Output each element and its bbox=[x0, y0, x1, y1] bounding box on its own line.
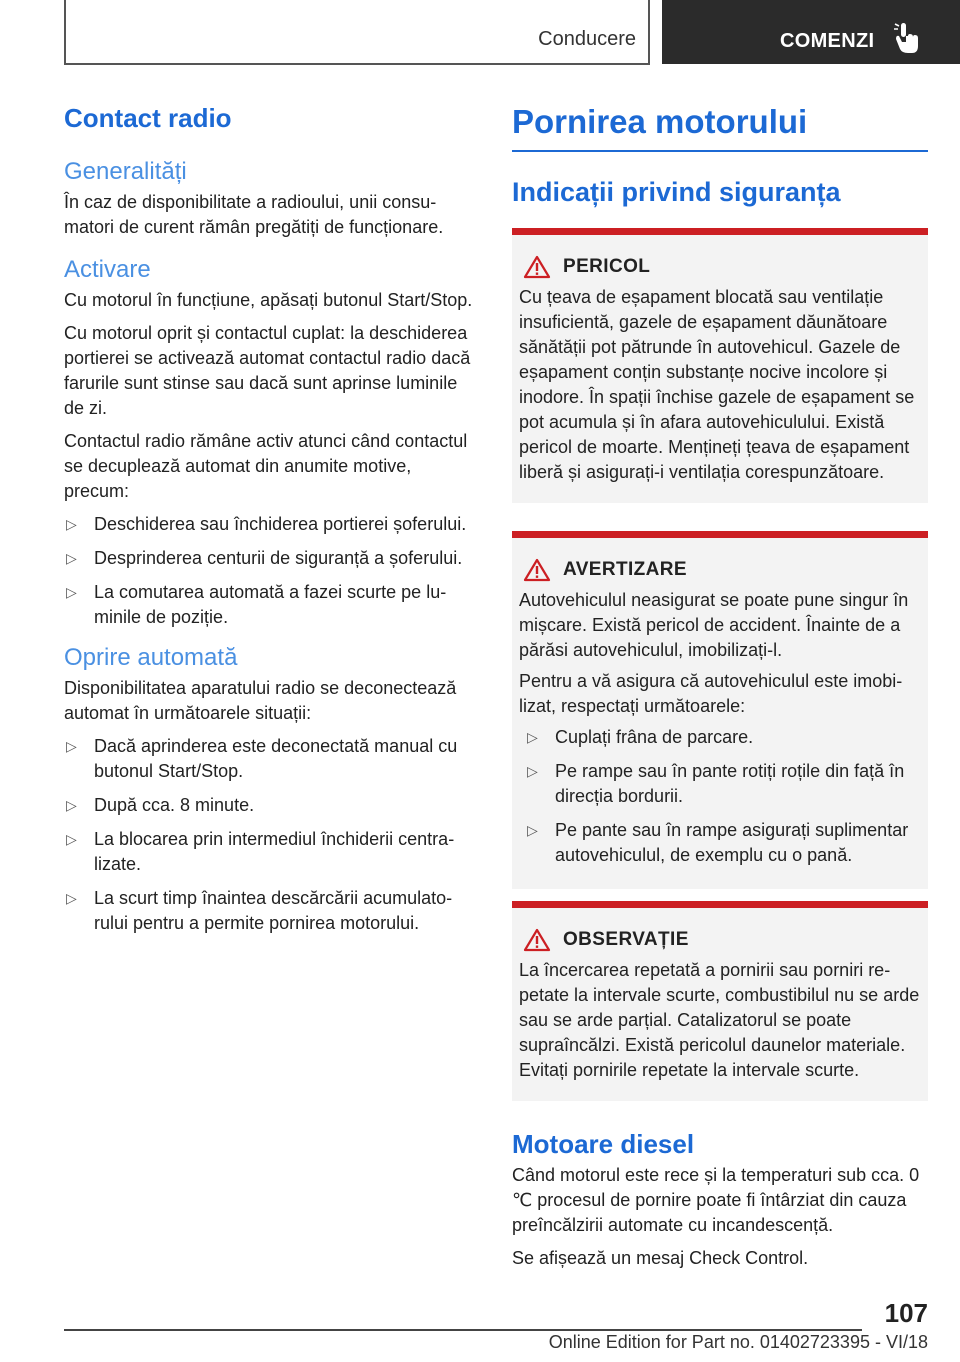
footer-divider bbox=[64, 1329, 862, 1331]
heading-oprire-automata: Oprire automată bbox=[64, 644, 238, 671]
right-column bbox=[512, 100, 928, 1279]
warning-box-pericol bbox=[512, 228, 928, 503]
left-column bbox=[64, 100, 480, 945]
bullet-list-avertizare bbox=[525, 725, 921, 868]
list-item: ▷ După cca. 8 minute. bbox=[64, 793, 480, 818]
triangle-bullet-icon: ▷ bbox=[527, 822, 538, 838]
warning-box-observatie bbox=[512, 901, 928, 1101]
triangle-bullet-icon: ▷ bbox=[66, 797, 77, 813]
list-item: ▷ La comutarea automată a fazei scurte pe luminile de poziție. bbox=[66, 582, 447, 627]
header-tab-label: COMENZI bbox=[780, 30, 875, 52]
paragraph: Când motorul este rece și la temperaturi sub cca. 0 ℃ procesul de pornire poate fi întârziat din cauza preîncălzirii automate cu incandescență. bbox=[512, 1165, 920, 1235]
warning-text: Cu țeava de eșapament blocată sau ventilație insuficientă, gazele de eșapament dăunătoare sănătății pot pătrunde în autovehicul. Gazele de eșapament conțin substanțe nocive incolore și inodore. În spații închise gazele de eșapament se pot acumula și în afara autovehiculului. Există pericol de moarte. Mențineți țeava de eșapament liberă și asigurați-i ventilația corespunzătoare. bbox=[519, 287, 915, 482]
paragraph: Cu motorul oprit și contactul cuplat: la deschiderea portierei se activează automat contactul radio dacă farurile sunt stinse sau dacă sunt aprinse luminile de zi. bbox=[64, 323, 471, 418]
heading-generalitati: Generalități bbox=[64, 158, 187, 185]
footer-edition-text: Online Edition for Part no. 01402723395 - VI/18 bbox=[548, 1332, 928, 1352]
header-frame-right bbox=[648, 0, 650, 64]
section-title-pornirea-motorului: Pornirea motorului bbox=[512, 100, 928, 152]
header-frame-left bbox=[64, 0, 66, 64]
triangle-bullet-icon: ▷ bbox=[66, 738, 77, 754]
warning-triangle-icon bbox=[523, 558, 551, 582]
heading-motoare-diesel: Motoare diesel bbox=[512, 1129, 695, 1159]
triangle-bullet-icon: ▷ bbox=[66, 516, 77, 532]
warning-text: Pentru a vă asigura că autovehiculul este imobilizat, respectați următoarele: bbox=[519, 671, 903, 716]
bullet-list-oprire bbox=[64, 734, 480, 936]
hand-touch-icon bbox=[892, 22, 922, 54]
warning-triangle-icon bbox=[523, 928, 551, 952]
warning-triangle-icon bbox=[523, 255, 551, 279]
list-item: ▷ Cuplați frâna de parcare. bbox=[525, 725, 921, 750]
paragraph: În caz de disponibilitate a radioului, unii consumatori de curent rămân pregătiți de funcționare. bbox=[64, 192, 444, 237]
triangle-bullet-icon: ▷ bbox=[66, 831, 77, 847]
warning-text: Autovehiculul neasigurat se poate pune singur în mișcare. Există pericol de accident. Înainte de a părăsi autovehiculul, imobilizați-l. bbox=[519, 590, 909, 660]
warning-box-avertizare bbox=[512, 531, 928, 889]
bullet-list-activare bbox=[64, 512, 480, 630]
heading-indicatii-siguranta: Indicații privind siguranța bbox=[512, 177, 841, 207]
list-item: ▷ Pe rampe sau în pante rotiți roțile din față în direcția bordurii. bbox=[527, 761, 905, 806]
triangle-bullet-icon: ▷ bbox=[66, 890, 77, 906]
paragraph: Se afișează un mesaj Check Control. bbox=[512, 1248, 809, 1268]
page-number: 107 bbox=[884, 1298, 928, 1328]
list-item: ▷ Dacă aprinderea este deconectată manual cu butonul Start/Stop. bbox=[66, 736, 458, 781]
warning-text: La încercarea repetată a pornirii sau porniri repetate la intervale scurte, combustibilul nu se arde sau se arde parțial. Catalizatorul se poate supraîncălzi. Există pericolul daunelor materiale. Evitați pornirile repetate la intervale scurte. bbox=[519, 960, 920, 1080]
warning-title: OBSERVAȚIE bbox=[563, 929, 689, 950]
paragraph: Disponibilitatea aparatului radio se deconectează automat în următoarele situații: bbox=[64, 678, 457, 723]
warning-title: AVERTIZARE bbox=[563, 559, 687, 580]
list-item: ▷ La blocarea prin intermediul închiderii centralizate. bbox=[66, 829, 455, 874]
list-item: ▷ Deschiderea sau închiderea portierei șoferului. bbox=[64, 512, 480, 537]
header-section-label[interactable]: Conducere bbox=[538, 28, 636, 50]
triangle-bullet-icon: ▷ bbox=[66, 584, 77, 600]
list-item: ▷ La scurt timp înaintea descărcării acumulatorului pentru a permite pornirea motorului. bbox=[66, 888, 453, 933]
header-frame-bottom bbox=[64, 63, 650, 65]
list-item: ▷ Desprinderea centurii de siguranță a șoferului. bbox=[64, 546, 480, 571]
triangle-bullet-icon: ▷ bbox=[66, 550, 77, 566]
warning-title: PERICOL bbox=[563, 256, 651, 277]
heading-activare: Activare bbox=[64, 256, 151, 283]
triangle-bullet-icon: ▷ bbox=[527, 763, 538, 779]
paragraph: Contactul radio rămâne activ atunci când contactul se decuplează automat din anumite motive, precum: bbox=[64, 431, 468, 501]
header-tab-comenzi[interactable] bbox=[662, 0, 960, 64]
section-title-contact-radio: Contact radio bbox=[64, 103, 232, 133]
paragraph: Cu motorul în funcțiune, apăsați butonul Start/Stop. bbox=[64, 290, 473, 310]
triangle-bullet-icon: ▷ bbox=[527, 729, 538, 745]
list-item: ▷ Pe pante sau în rampe asigurați suplimentar autovehiculul, de exemplu cu o pană. bbox=[527, 820, 909, 865]
